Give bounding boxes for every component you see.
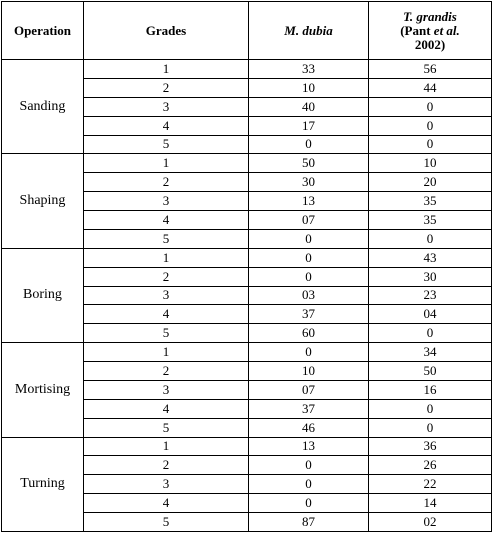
header-t-grandis-name: T. grandis: [403, 8, 457, 24]
m-dubia-cell: 0: [249, 135, 369, 154]
grade-cell: 5: [84, 324, 249, 343]
t-grandis-cell: 44: [369, 78, 492, 97]
grade-cell: 2: [84, 267, 249, 286]
t-grandis-cell: 22: [369, 475, 492, 494]
header-operation: Operation: [2, 2, 84, 60]
m-dubia-cell: 0: [249, 248, 369, 267]
t-grandis-cell: 16: [369, 380, 492, 399]
m-dubia-cell: 10: [249, 78, 369, 97]
m-dubia-cell: 87: [249, 513, 369, 532]
t-grandis-cell: 0: [369, 324, 492, 343]
t-grandis-cell: 23: [369, 286, 492, 305]
table-row: [2, 154, 492, 173]
m-dubia-cell: 0: [249, 267, 369, 286]
m-dubia-cell: 13: [249, 192, 369, 211]
table-row: [2, 60, 492, 79]
grade-cell: 4: [84, 116, 249, 135]
grade-cell: 5: [84, 513, 249, 532]
m-dubia-cell: 0: [249, 456, 369, 475]
t-grandis-cell: 04: [369, 305, 492, 324]
operation-cell: Mortising: [2, 343, 84, 437]
grade-cell: 4: [84, 211, 249, 230]
t-grandis-cell: 14: [369, 494, 492, 513]
header-t-grandis-ref-etal: et al.: [433, 22, 460, 38]
t-grandis-cell: 0: [369, 229, 492, 248]
grade-cell: 2: [84, 78, 249, 97]
operation-cell: Turning: [2, 437, 84, 532]
m-dubia-cell: 37: [249, 305, 369, 324]
m-dubia-cell: 17: [249, 116, 369, 135]
header-row: [2, 2, 492, 60]
grade-cell: 2: [84, 362, 249, 381]
t-grandis-cell: 35: [369, 211, 492, 230]
grade-cell: 3: [84, 475, 249, 494]
t-grandis-cell: 35: [369, 192, 492, 211]
table-row: [2, 343, 492, 362]
t-grandis-cell: 50: [369, 362, 492, 381]
grade-cell: 5: [84, 135, 249, 154]
m-dubia-cell: 30: [249, 173, 369, 192]
t-grandis-cell: 0: [369, 97, 492, 116]
header-t-grandis-ref: [400, 23, 460, 38]
header-grades: Grades: [84, 2, 249, 60]
grade-cell: 1: [84, 248, 249, 267]
operation-cell: Shaping: [2, 154, 84, 248]
t-grandis-cell: 56: [369, 60, 492, 79]
grade-cell: 2: [84, 456, 249, 475]
t-grandis-cell: 10: [369, 154, 492, 173]
grade-cell: 1: [84, 343, 249, 362]
header-t-grandis-ref-author: (Pant: [400, 22, 434, 38]
grade-cell: 5: [84, 418, 249, 437]
grade-cell: 3: [84, 286, 249, 305]
m-dubia-cell: 50: [249, 154, 369, 173]
m-dubia-cell: 0: [249, 494, 369, 513]
m-dubia-cell: 10: [249, 362, 369, 381]
grade-cell: 4: [84, 494, 249, 513]
t-grandis-cell: 0: [369, 418, 492, 437]
m-dubia-cell: 07: [249, 380, 369, 399]
table-row: [2, 248, 492, 267]
grade-cell: 1: [84, 154, 249, 173]
grade-cell: 4: [84, 399, 249, 418]
table-body: [2, 60, 492, 532]
grade-cell: 5: [84, 229, 249, 248]
m-dubia-cell: 0: [249, 229, 369, 248]
m-dubia-cell: 60: [249, 324, 369, 343]
t-grandis-cell: 30: [369, 267, 492, 286]
grade-cell: 2: [84, 173, 249, 192]
header-t-grandis-ref-year: 2002): [414, 36, 446, 52]
t-grandis-cell: 20: [369, 173, 492, 192]
table-row: [2, 437, 492, 456]
m-dubia-cell: 0: [249, 343, 369, 362]
grade-cell: 3: [84, 380, 249, 399]
grades-table: [1, 1, 492, 532]
m-dubia-cell: 40: [249, 97, 369, 116]
t-grandis-cell: 36: [369, 437, 492, 456]
m-dubia-cell: 37: [249, 399, 369, 418]
operation-cell: Boring: [2, 248, 84, 342]
t-grandis-cell: 0: [369, 116, 492, 135]
header-t-grandis: [369, 2, 492, 60]
m-dubia-cell: 0: [249, 475, 369, 494]
t-grandis-cell: 0: [369, 135, 492, 154]
grade-cell: 1: [84, 60, 249, 79]
header-m-dubia-label: M. dubia: [284, 22, 333, 38]
t-grandis-cell: 26: [369, 456, 492, 475]
t-grandis-cell: 0: [369, 399, 492, 418]
m-dubia-cell: 03: [249, 286, 369, 305]
grade-cell: 3: [84, 97, 249, 116]
grade-cell: 3: [84, 192, 249, 211]
t-grandis-cell: 43: [369, 248, 492, 267]
m-dubia-cell: 13: [249, 437, 369, 456]
grade-cell: 4: [84, 305, 249, 324]
header-m-dubia: [249, 2, 369, 60]
m-dubia-cell: 07: [249, 211, 369, 230]
operation-cell: Sanding: [2, 60, 84, 154]
t-grandis-cell: 34: [369, 343, 492, 362]
t-grandis-cell: 02: [369, 513, 492, 532]
grade-cell: 1: [84, 437, 249, 456]
m-dubia-cell: 33: [249, 60, 369, 79]
m-dubia-cell: 46: [249, 418, 369, 437]
